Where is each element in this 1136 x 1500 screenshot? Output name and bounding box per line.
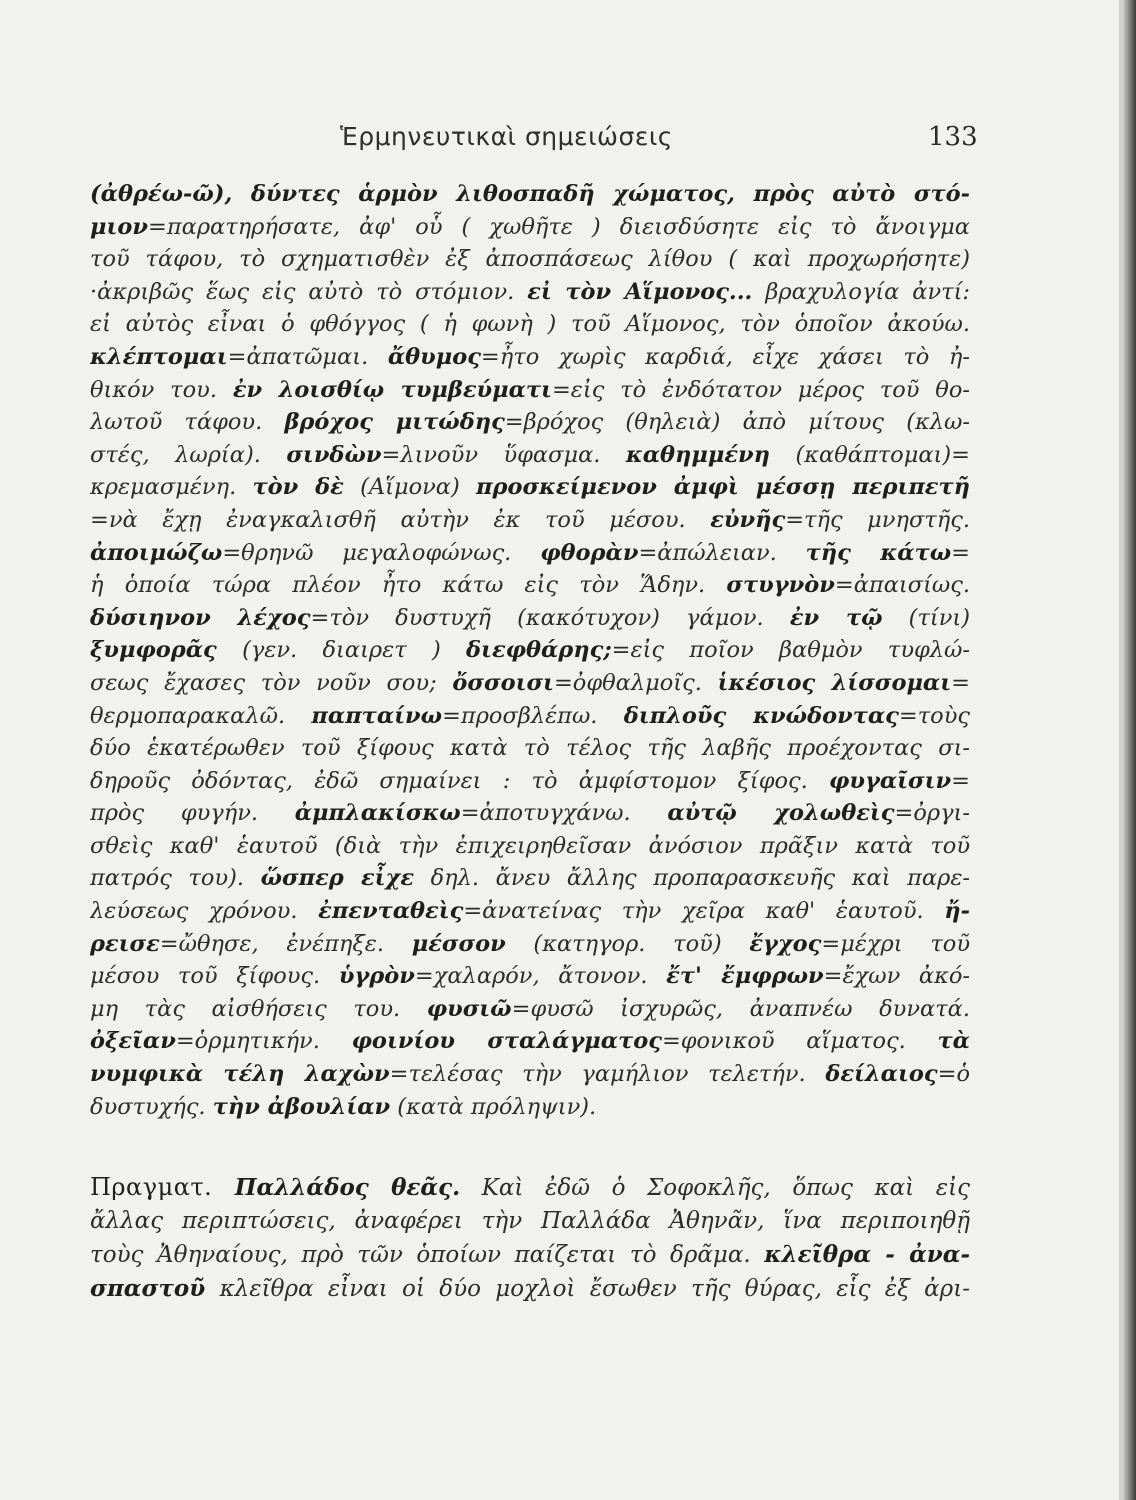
text-line	[90, 1091, 970, 1124]
gloss: =φυσῶ ἰσχυρῶς, ἀναπνέω δυνατά.	[511, 995, 970, 1022]
page-number: 133	[928, 122, 978, 152]
gloss: (κατὰ πρόληψιν).	[390, 1093, 597, 1120]
lemma: ἀμπλακίσκω	[294, 800, 461, 827]
section-heading: Πραγματ.	[90, 1173, 235, 1201]
gloss: στές, λωρία).	[90, 441, 287, 468]
gloss: =τῆς μνηστῆς.	[785, 506, 970, 533]
text-line	[90, 700, 970, 733]
lemma: ἔγχος	[749, 930, 822, 957]
gloss: =λινοῦν ὕφασμα.	[381, 441, 626, 468]
gloss: =χαλαρόν, ἄτονον.	[414, 963, 667, 990]
text-line	[90, 993, 970, 1026]
gloss: =	[951, 669, 970, 696]
text-line	[90, 1238, 970, 1272]
lemma: ρεισε	[90, 930, 160, 957]
gloss: (κατηγορ. τοῦ)	[505, 930, 750, 957]
gloss: θικόν του.	[90, 376, 233, 403]
text-line	[90, 243, 970, 276]
gloss: =παρατηρήσατε, ἀφ' οὗ ( χωθῆτε ) διεισδύσητε εἰς τὸ ἄνοιγμα	[147, 213, 970, 240]
gloss: κλεῖθρα εἶναι οἱ δύο μοχλοὶ ἔσωθεν τῆς θύρας, εἷς ἐξ ἀρι-	[205, 1276, 970, 1302]
text-line	[90, 308, 970, 341]
text-line	[90, 1025, 970, 1058]
text-line	[90, 1170, 970, 1204]
gloss: =ἀπαισίως.	[834, 572, 970, 599]
gloss: =ὀφθαλμοῖς.	[553, 669, 718, 696]
gloss: =τοὺς	[898, 702, 970, 729]
gloss: =βρόχος (θηλειὰ) ἀπὸ μίτους (κλω-	[504, 409, 970, 436]
gloss: τοῦ τάφου, τὸ σχηματισθὲν ἐξ ἀποσπάσεως λίθου ( καὶ προχωρήσητε)	[90, 246, 970, 273]
text-line	[90, 374, 970, 407]
gloss: ·ἀκριβῶς ἕως εἰς αὐτὸ τὸ στόμιον.	[90, 278, 528, 305]
gloss: Καὶ ἐδῶ ὁ Σοφοκλῆς, ὅπως καὶ εἰς	[460, 1175, 970, 1201]
gloss: (τίνι)	[882, 604, 970, 631]
lemma: σινδὼν	[286, 441, 382, 468]
gloss: εἰ αὐτὸς εἶναι ὁ φθόγγος ( ἡ φωνὴ ) τοῦ Αἵμονος, τὸν ὁποῖον ἀκούω.	[90, 311, 970, 338]
lemma: δύσιηνον λέχος	[90, 604, 311, 631]
text-line	[90, 504, 970, 537]
lemma: τὰ	[937, 1028, 970, 1055]
gloss: =ὁ	[937, 1061, 970, 1088]
text-line	[90, 439, 970, 472]
text-line	[90, 667, 970, 700]
gloss: βραχυλογία ἀντί:	[752, 278, 970, 305]
lemma: ξυμφορᾶς	[90, 637, 217, 664]
gloss: δύο ἑκατέρωθεν τοῦ ξίφους κατὰ τὸ τέλος τῆς λαβῆς προέχοντας σι-	[90, 735, 970, 762]
gloss: =ἀποτυγχάνω.	[460, 800, 668, 827]
running-head: Ἑρμηνευτικαὶ σημειώσεις	[340, 122, 673, 151]
gloss: =	[951, 767, 970, 794]
lemma: ἔτ' ἔμφρων	[666, 963, 824, 990]
gloss: =τελέσας τὴν γαμήλιον τελετήν.	[389, 1061, 826, 1088]
lemma: τὴν ἀβουλίαν	[212, 1093, 391, 1120]
gloss: σεως ἔχασες τὸν νοῦν σου;	[90, 669, 453, 696]
lemma: εἰ τὸν Αἵμονος...	[527, 278, 753, 305]
lemma: καθημμένη	[625, 441, 771, 468]
gloss: (Αἵμονα)	[343, 474, 477, 501]
lemma: βρόχος μιτώδης	[284, 409, 505, 436]
lemma: φοινίου σταλάγματος	[351, 1028, 662, 1055]
page-edge-shadow	[1122, 0, 1136, 1500]
text-line	[90, 178, 970, 211]
lemma: ἐν λοισθίῳ τυμβεύματι	[232, 376, 552, 403]
text-line	[90, 1058, 970, 1091]
lemma: ἐπενταθεὶς	[318, 898, 464, 925]
text-line	[90, 960, 970, 993]
lemma: ὄσσοισι	[452, 669, 554, 696]
gloss: =ἔχων ἀκό-	[823, 963, 970, 990]
text-line	[90, 569, 970, 602]
lemma: ἄθυμος	[387, 343, 481, 370]
text-line	[90, 602, 970, 635]
text-line	[90, 895, 970, 928]
text-line	[90, 862, 970, 895]
gloss: =φονικοῦ αἵματος.	[661, 1028, 938, 1055]
lemma: ὑγρὸν	[338, 963, 415, 990]
gloss: λωτοῦ τάφου.	[90, 409, 285, 436]
lemma: παπταίνω	[311, 702, 443, 729]
gloss: λεύσεως χρόνου.	[90, 898, 319, 925]
text-line	[90, 211, 970, 244]
gloss: πρὸς φυγήν.	[90, 800, 295, 827]
text-line	[90, 830, 970, 863]
gloss: =εἰς ποῖον βαθμὸν τυφλώ-	[611, 637, 970, 664]
gloss: =τὸν δυστυχῆ (κακότυχον) γάμον.	[310, 604, 790, 631]
gloss: =ἀπατῶμαι.	[227, 343, 388, 370]
gloss: =ἀπώλειαν.	[638, 539, 806, 566]
gloss: δηροῦς ὀδόντας, ἐδῶ σημαίνει : τὸ ἀμφίστομον ξίφος.	[90, 767, 830, 794]
lemma: ἀποιμώζω	[90, 539, 223, 566]
lemma: αὐτῷ χολωθεὶς	[667, 800, 895, 827]
pragmat-paragraph	[90, 1170, 970, 1306]
lemma: προσκείμενον ἀμφὶ μέσσῃ περιπετῆ	[476, 474, 970, 501]
lemma: φυγαῖσιν	[829, 767, 952, 794]
gloss: (καθάπτομαι)=	[770, 441, 970, 468]
gloss: =εἰς τὸ ἐνδότατον μέρος τοῦ θο-	[551, 376, 970, 403]
lemma: διεφθάρης;	[466, 637, 612, 664]
gloss: (γεν. διαιρετ )	[216, 637, 467, 664]
text-line	[90, 765, 970, 798]
text-line	[90, 276, 970, 309]
text-line	[90, 797, 970, 830]
gloss: =θρηνῶ μεγαλοφώνως.	[222, 539, 541, 566]
text-line	[90, 928, 970, 961]
lemma: ὀξεῖαν	[90, 1028, 176, 1055]
text-line	[90, 1272, 970, 1306]
lemma: νυμφικὰ τέλη λαχὼν	[90, 1061, 390, 1088]
lemma: δείλαιος	[825, 1061, 938, 1088]
gloss: =ὁρμητικήν.	[175, 1028, 352, 1055]
gloss: τοὺς Ἀθηναίους, πρὸ τῶν ὁποίων παίζεται τὸ δρᾶμα.	[90, 1242, 765, 1268]
gloss: =προσβλέπω.	[442, 702, 624, 729]
text-line	[90, 341, 970, 374]
gloss: δηλ. ἄνευ ἄλλης προπαρασκευῆς καὶ παρε-	[414, 865, 970, 892]
lemma: μέσσον	[411, 930, 506, 957]
lemma: διπλοῦς κνώδοντας	[623, 702, 899, 729]
text-line	[90, 634, 970, 667]
text-line	[90, 471, 970, 504]
lemma: Παλλάδος θεᾶς.	[234, 1174, 461, 1201]
gloss: =ὤθησε, ἐνέπηξε.	[159, 930, 412, 957]
lemma: μιον	[90, 213, 148, 240]
gloss: =	[951, 539, 970, 566]
text-line	[90, 732, 970, 765]
notes-paragraph	[90, 178, 970, 1123]
text-line	[90, 1204, 970, 1238]
gloss: ἄλλας περιπτώσεις, ἀναφέρει τὴν Παλλάδα Ἀθηνᾶν, ἵνα περιποιηθῇ	[90, 1208, 970, 1234]
lemma: σπαστοῦ	[90, 1275, 206, 1302]
gloss: μέσου τοῦ ξίφους.	[90, 963, 339, 990]
lemma: τὸν δὲ	[252, 474, 344, 501]
text-line	[90, 406, 970, 439]
lemma: στυγνὸν	[726, 572, 835, 599]
gloss: σθεὶς καθ' ἑαυτοῦ (διὰ τὴν ἐπιχειρηθεῖσαν ἀνόσιον πρᾶξιν κατὰ τοῦ	[90, 832, 970, 859]
lemma: κλεῖθρα - ἀνα-	[764, 1241, 970, 1268]
gloss: κρεμασμένη.	[90, 474, 253, 501]
gloss: =ἦτο χωρὶς καρδιά, εἶχε χάσει τὸ ἠ-	[480, 343, 970, 370]
text-line	[90, 537, 970, 570]
lemma: ὥσπερ εἶχε	[260, 865, 415, 892]
lemma: τῆς κάτω	[805, 539, 952, 566]
lemma: (ἀθρέω-ῶ), δύντες ἁρμὸν λιθοσπαδῆ χώματος, πρὸς αὐτὸ στό-	[90, 181, 970, 207]
lemma: ἱκέσιος λίσσομαι	[717, 669, 952, 696]
gloss: =μέχρι τοῦ	[821, 930, 970, 957]
gloss: μη τὰς αἰσθήσεις του.	[90, 995, 427, 1022]
lemma: ἐν τῷ	[789, 604, 883, 631]
lemma: φθορὰν	[540, 539, 639, 566]
gloss: =ὀργι-	[894, 800, 970, 827]
gloss: δυστυχής.	[90, 1093, 213, 1120]
lemma: φυσιῶ	[426, 995, 512, 1022]
lemma: ἤ-	[944, 898, 970, 925]
gloss: =νὰ ἔχῃ ἐναγκαλισθῆ αὐτὴν ἐκ τοῦ μέσου.	[90, 506, 711, 533]
gloss: θερμοπαρακαλῶ.	[90, 702, 312, 729]
gloss: ἡ ὁποία τώρα πλέον ἦτο κάτω εἰς τὸν Ἅδην.	[90, 572, 727, 599]
gloss: πατρός του).	[90, 865, 261, 892]
gloss: =ἀνατείνας τὴν χεῖρα καθ' ἑαυτοῦ.	[463, 898, 945, 925]
lemma: εὐνῆς	[710, 506, 786, 533]
lemma: κλέπτομαι	[90, 343, 228, 370]
